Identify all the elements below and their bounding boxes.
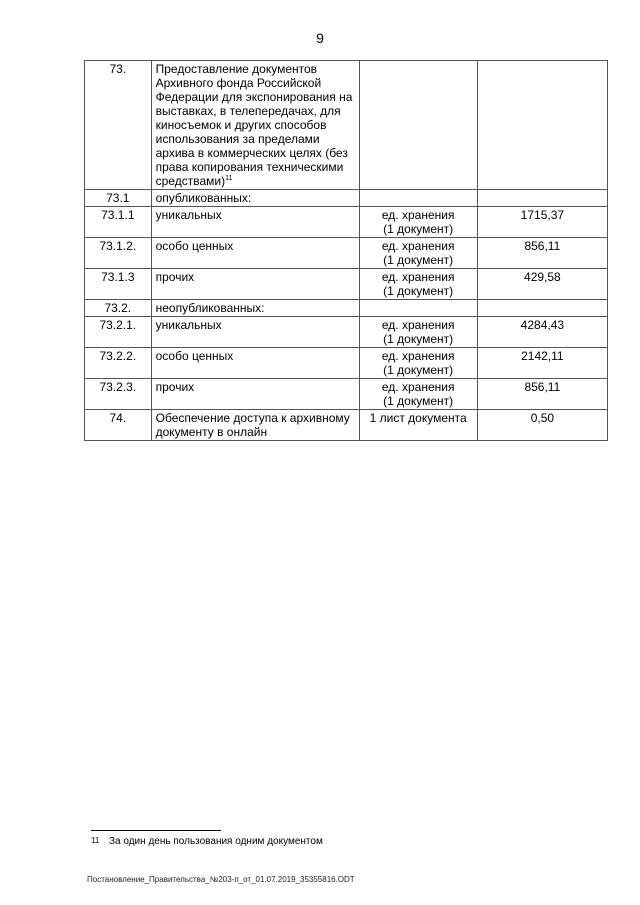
row-price: 429,58 — [477, 269, 607, 300]
row-number: 73.1.2. — [85, 238, 152, 269]
row-price: 1715,37 — [477, 207, 607, 238]
footnote-mark: 11 — [91, 836, 100, 845]
row-number: 73.2.1. — [85, 317, 152, 348]
row-price — [477, 61, 607, 190]
row-name: неопубликованных: — [151, 300, 359, 317]
table-row — [85, 348, 608, 379]
row-number: 73.1.3 — [85, 269, 152, 300]
row-unit — [359, 410, 477, 441]
row-unit — [359, 190, 477, 207]
row-unit-line2: (1 документ) — [383, 253, 454, 267]
page-number: 9 — [316, 30, 324, 46]
table-row — [85, 410, 608, 441]
row-unit-line1: ед. хранения — [381, 208, 455, 222]
footnote — [91, 836, 591, 847]
row-price: 0,50 — [477, 410, 607, 441]
row-number: 73.1 — [85, 190, 152, 207]
table-row — [85, 207, 608, 238]
row-price: 856,11 — [477, 238, 607, 269]
row-name: особо ценных — [151, 348, 359, 379]
row-name: уникальных — [151, 207, 359, 238]
row-name: Обеспечение доступа к архивному документу в онлайн — [151, 410, 359, 441]
row-price — [477, 190, 607, 207]
footnote-ref[interactable]: 11 — [225, 175, 233, 182]
row-unit — [359, 300, 477, 317]
row-unit-line1: 1 лист документа — [369, 411, 467, 425]
row-unit-line1: ед. хранения — [381, 380, 455, 394]
row-unit-line1: ед. хранения — [381, 239, 455, 253]
row-name: особо ценных — [151, 238, 359, 269]
row-unit-line2: (1 документ) — [383, 394, 454, 408]
row-unit-line2: (1 документ) — [383, 222, 454, 236]
row-price: 2142,11 — [477, 348, 607, 379]
row-unit-line2: (1 документ) — [383, 363, 454, 377]
footnote-separator — [91, 830, 221, 831]
row-unit — [359, 61, 477, 190]
row-unit-line2: (1 документ) — [383, 284, 454, 298]
footnote-text: За один день пользования одним документом — [109, 836, 323, 847]
table-row — [85, 317, 608, 348]
row-name: прочих — [151, 269, 359, 300]
row-unit — [359, 379, 477, 410]
table-row — [85, 190, 608, 207]
tariff-table — [84, 60, 608, 441]
table-row — [85, 269, 608, 300]
row-unit-line2: (1 документ) — [383, 332, 454, 346]
row-name: опубликованных: — [151, 190, 359, 207]
table-row — [85, 379, 608, 410]
row-number: 74. — [85, 410, 152, 441]
row-name — [151, 61, 359, 190]
row-number: 73. — [85, 61, 152, 190]
row-name: прочих — [151, 379, 359, 410]
row-number: 73.2. — [85, 300, 152, 317]
row-unit-line1: ед. хранения — [381, 318, 455, 332]
row-price: 856,11 — [477, 379, 607, 410]
row-number: 73.1.1 — [85, 207, 152, 238]
table-row — [85, 238, 608, 269]
row-price — [477, 300, 607, 317]
row-unit — [359, 207, 477, 238]
row-unit — [359, 348, 477, 379]
row-name: уникальных — [151, 317, 359, 348]
row-number: 73.2.2. — [85, 348, 152, 379]
table-row — [85, 61, 608, 190]
row-unit-line1: ед. хранения — [381, 270, 455, 284]
table-row — [85, 300, 608, 317]
footer-filename: Постановление_Правительства_№203-п_от_01.07.2019_35355816.ODT — [87, 875, 355, 884]
row-number: 73.2.3. — [85, 379, 152, 410]
row-unit — [359, 238, 477, 269]
row-unit — [359, 269, 477, 300]
row-unit-line1: ед. хранения — [381, 349, 455, 363]
row-name-text: Предоставление документов Архивного фонда Российской Федерации для экспонирования на выставках, в телепередачах, для киносъемок и других способов использования за пределами архива в коммерческих целях (без права копирования техническими средствами) — [155, 62, 353, 188]
row-price: 4284,43 — [477, 317, 607, 348]
row-unit — [359, 317, 477, 348]
